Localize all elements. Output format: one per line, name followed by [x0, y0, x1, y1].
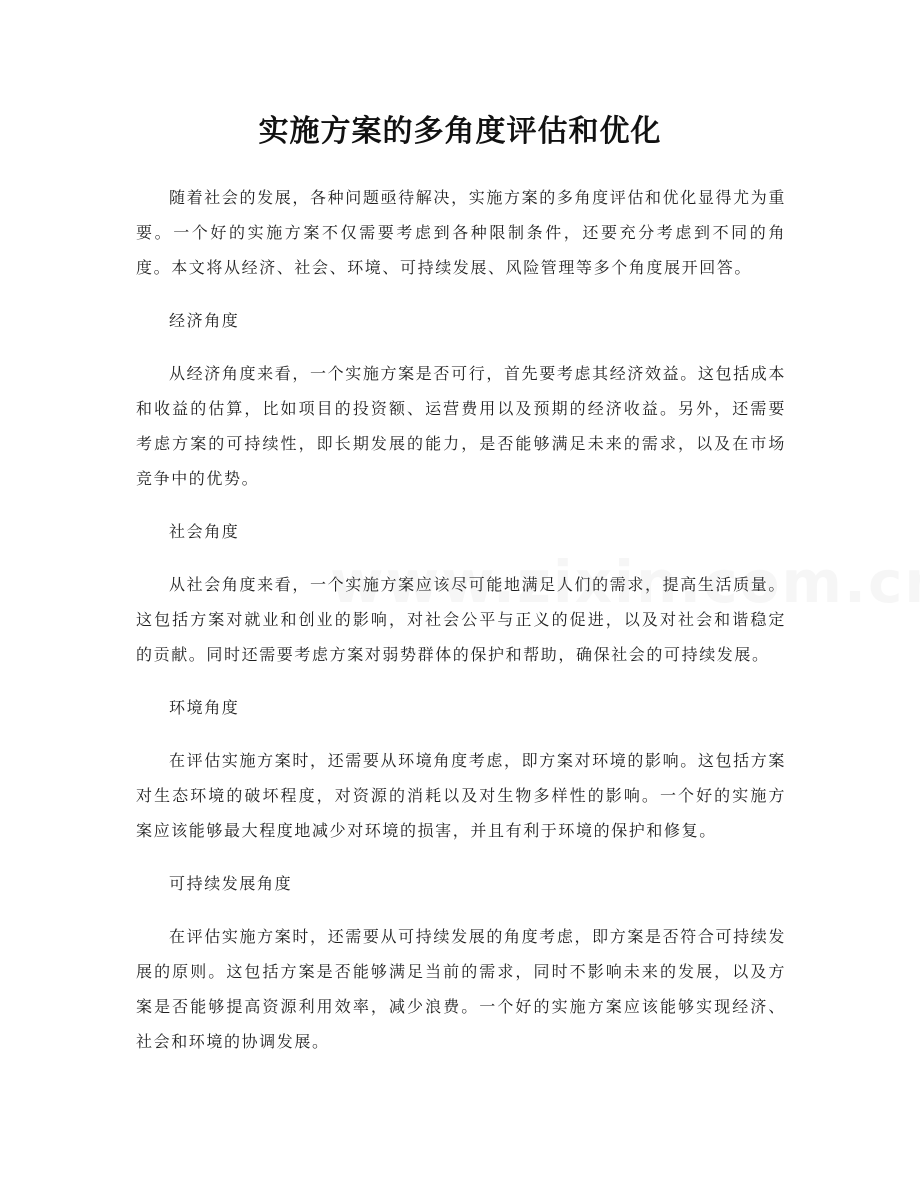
intro-paragraph: 随着社会的发展，各种问题亟待解决，实施方案的多角度评估和优化显得尤为重要。一个好的实施方案不仅需要考虑到各种限制条件，还要充分考虑到不同的角度。本文将从经济、社会、环境、可持续发展、风险管理等多个角度展开回答。	[136, 188, 786, 277]
sustainability-paragraph: 在评估实施方案时，还需要从可持续发展的角度考虑，即方案是否符合可持续发展的原则。这包括方案是否能够满足当前的需求，同时不影响未来的发展，以及方案是否能够提高资源利用效率，减少浪费。一个好的实施方案应该能够实现经济、社会和环境的协调发展。	[136, 927, 786, 1051]
page-title: 实施方案的多角度评估和优化	[258, 114, 662, 149]
environment-paragraph: 在评估实施方案时，还需要从环境角度考虑，即方案对环境的影响。这包括方案对生态环境的破坏程度，对资源的消耗以及对生物多样性的影响。一个好的实施方案应该能够最大程度地减少对环境的损害，并且有利于环境的保护和修复。	[136, 751, 786, 840]
social-paragraph: 从社会角度来看，一个实施方案应该尽可能地满足人们的需求，提高生活质量。这包括方案对就业和创业的影响，对社会公平与正义的促进，以及对社会和谐稳定的贡献。同时还需要考虑方案对弱势群体的保护和帮助，确保社会的可持续发展。	[136, 575, 786, 664]
section-heading-sustainability: 可持续发展角度	[169, 874, 293, 893]
section-heading-environment: 环境角度	[169, 698, 240, 717]
section-heading-social: 社会角度	[169, 522, 240, 541]
economic-paragraph: 从经济角度来看，一个实施方案是否可行，首先要考虑其经济效益。这包括成本和收益的估算，比如项目的投资额、运营费用以及预期的经济收益。另外，还需要考虑方案的可持续性，即长期发展的能力，是否能够满足未来的需求，以及在市场竞争中的优势。	[136, 364, 786, 488]
section-heading-economic: 经济角度	[169, 311, 240, 330]
document-body	[136, 180, 786, 1077]
